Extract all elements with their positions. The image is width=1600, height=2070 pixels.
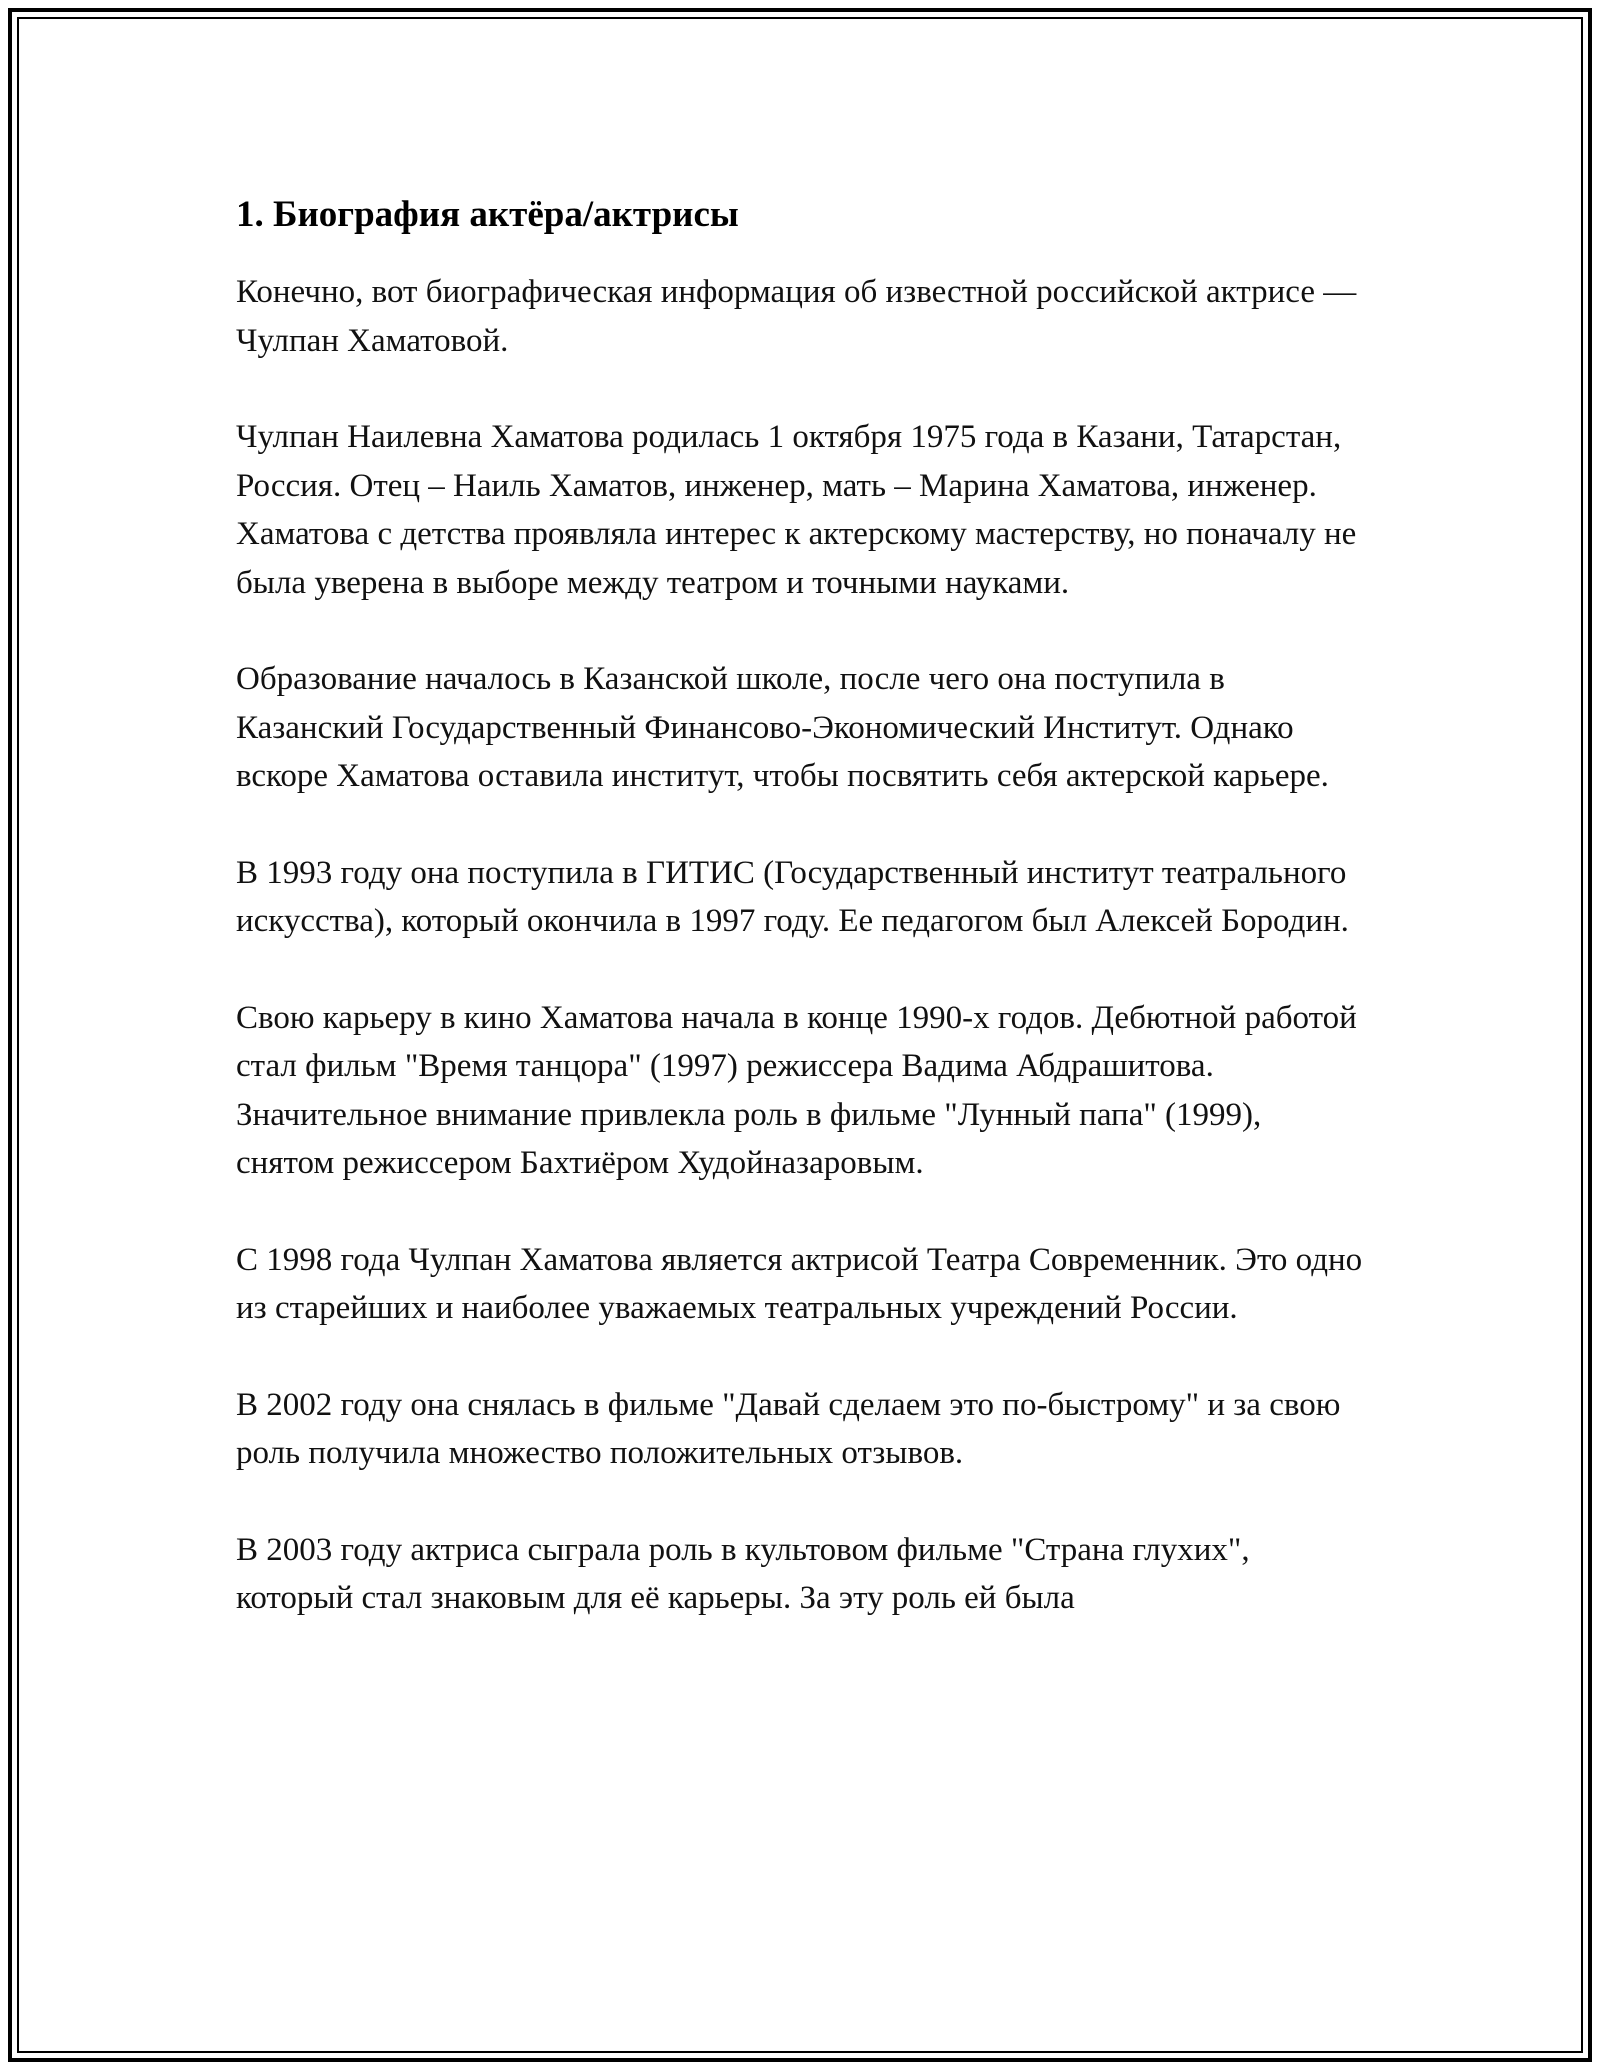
paragraph-intro: Конечно, вот биографическая информация об известной российской актрисе — Чулпан Хаматовой.: [236, 274, 1357, 359]
paragraph-film-career: Свою карьеру в кино Хаматова начала в конце 1990-х годов. Дебютной работой стал фильм "Время танцора" (1997) режиссера Вадима Абдрашитова. Значительное внимание привлекла роль в фильме "Лунный папа" (1999), снятом режиссером Бахтиёром Худойназаровым.: [236, 999, 1357, 1181]
paragraph-birth: Чулпан Наилевна Хаматова родилась 1 октября 1975 года в Казани, Татарстан, Россия. Отец – Наиль Хаматов, инженер, мать – Марина Хаматова, инженер. Хаматова с детства проявляла интерес к актерскому мастерству, но поначалу не была уверена в выборе между театром и точными науками.: [236, 419, 1357, 601]
paragraph-education: Образование началось в Казанской школе, после чего она поступила в Казанский Государственный Финансово-Экономический Институт. Однако вскоре Хаматова оставила институт, чтобы посвятить себя актерской карьере.: [236, 661, 1329, 794]
document-body: [236, 188, 1366, 1671]
section-heading: 1. Биография актёра/актрисы: [236, 194, 739, 235]
paragraph-2003: В 2003 году актриса сыграла роль в культовом фильме "Страна глухих", который стал знаковым для её карьеры. За эту роль ей была: [236, 1531, 1250, 1616]
paragraph-gitis: В 1993 году она поступила в ГИТИС (Государственный институт театрального искусства), который окончила в 1997 году. Ее педагогом был Алексей Бородин.: [236, 854, 1349, 939]
paragraph-2002: В 2002 году она снялась в фильме "Давай сделаем это по-быстрому" и за свою роль получила множество положительных отзывов.: [236, 1386, 1341, 1471]
paragraph-sovremennik: С 1998 года Чулпан Хаматова является актрисой Театра Современник. Это одно из старейших и наиболее уважаемых театральных учреждений России.: [236, 1241, 1363, 1326]
